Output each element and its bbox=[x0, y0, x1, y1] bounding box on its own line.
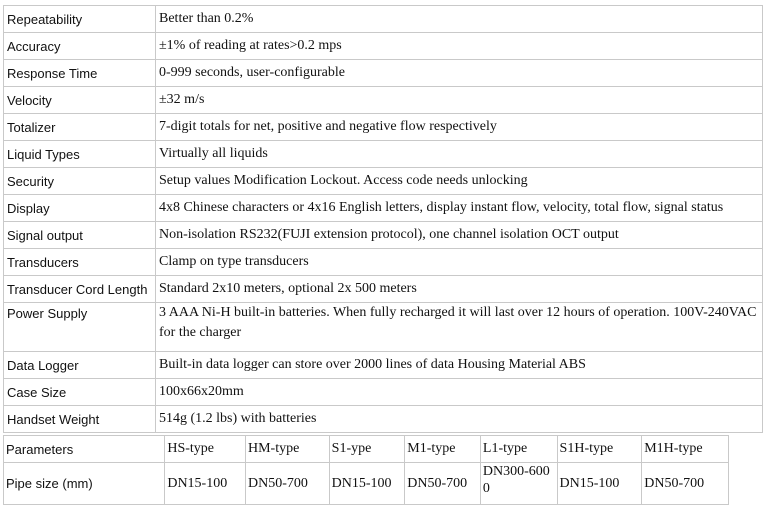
table-row bbox=[4, 6, 763, 33]
column-header: M1-type bbox=[405, 436, 481, 463]
table-row bbox=[4, 168, 763, 195]
spec-label: Security bbox=[4, 168, 156, 195]
table-row bbox=[4, 352, 763, 379]
table-row bbox=[4, 276, 763, 303]
spec-value: Non-isolation RS232(FUJI extension protocol), one channel isolation OCT output bbox=[156, 222, 763, 249]
table-row bbox=[4, 60, 763, 87]
row-label: Pipe size (mm) bbox=[4, 463, 165, 505]
spec-value: 0-999 seconds, user-configurable bbox=[156, 60, 763, 87]
spec-label: Transducers bbox=[4, 249, 156, 276]
table-row bbox=[4, 406, 763, 433]
table-row bbox=[4, 33, 763, 60]
pipe-size-table bbox=[3, 435, 729, 505]
table-row bbox=[4, 195, 763, 222]
spec-value: Built-in data logger can store over 2000 lines of data Housing Material ABS bbox=[156, 352, 763, 379]
spec-value: 7-digit totals for net, positive and negative flow respectively bbox=[156, 114, 763, 141]
spec-label: Power Supply bbox=[4, 303, 156, 352]
spec-label: Signal output bbox=[4, 222, 156, 249]
spec-label: Velocity bbox=[4, 87, 156, 114]
table-cell: DN50-700 bbox=[642, 463, 729, 505]
table-cell: DN15-100 bbox=[165, 463, 246, 505]
spec-value: 100x66x20mm bbox=[156, 379, 763, 406]
table-row bbox=[4, 249, 763, 276]
column-header: S1-ype bbox=[329, 436, 405, 463]
table-row bbox=[4, 114, 763, 141]
column-header: L1-type bbox=[480, 436, 557, 463]
table-cell: DN15-100 bbox=[557, 463, 642, 505]
column-header: Parameters bbox=[4, 436, 165, 463]
table-cell: DN50-700 bbox=[245, 463, 329, 505]
spec-value: Standard 2x10 meters, optional 2x 500 meters bbox=[156, 276, 763, 303]
spec-label: Liquid Types bbox=[4, 141, 156, 168]
spec-value: 3 AAA Ni-H built-in batteries. When fully recharged it will last over 12 hours of operation. 100V-240VAC for the charger bbox=[156, 303, 763, 352]
column-header: M1H-type bbox=[642, 436, 729, 463]
column-header: HS-type bbox=[165, 436, 246, 463]
table-row bbox=[4, 379, 763, 406]
spec-label: Totalizer bbox=[4, 114, 156, 141]
spec-label: Accuracy bbox=[4, 33, 156, 60]
specifications-table bbox=[3, 5, 763, 433]
column-header: HM-type bbox=[245, 436, 329, 463]
spec-value: ±1% of reading at rates>0.2 mps bbox=[156, 33, 763, 60]
table-header-row bbox=[4, 436, 729, 463]
spec-label: Transducer Cord Length bbox=[4, 276, 156, 303]
spec-value: Better than 0.2% bbox=[156, 6, 763, 33]
spec-value: ±32 m/s bbox=[156, 87, 763, 114]
spec-label: Repeatability bbox=[4, 6, 156, 33]
spec-label: Handset Weight bbox=[4, 406, 156, 433]
table-cell: DN50-700 bbox=[405, 463, 481, 505]
spec-value: 514g (1.2 lbs) with batteries bbox=[156, 406, 763, 433]
table-cell: DN300-6000 bbox=[480, 463, 557, 505]
spec-label: Display bbox=[4, 195, 156, 222]
table-row bbox=[4, 222, 763, 249]
table-cell: DN15-100 bbox=[329, 463, 405, 505]
spec-value: Clamp on type transducers bbox=[156, 249, 763, 276]
spec-value: Virtually all liquids bbox=[156, 141, 763, 168]
column-header: S1H-type bbox=[557, 436, 642, 463]
spec-label: Data Logger bbox=[4, 352, 156, 379]
spec-value: 4x8 Chinese characters or 4x16 English letters, display instant flow, velocity, total flow, signal status bbox=[156, 195, 763, 222]
table-row bbox=[4, 463, 729, 505]
spec-label: Response Time bbox=[4, 60, 156, 87]
table-row bbox=[4, 141, 763, 168]
spec-value: Setup values Modification Lockout. Access code needs unlocking bbox=[156, 168, 763, 195]
spec-label: Case Size bbox=[4, 379, 156, 406]
table-row bbox=[4, 87, 763, 114]
table-row bbox=[4, 303, 763, 352]
